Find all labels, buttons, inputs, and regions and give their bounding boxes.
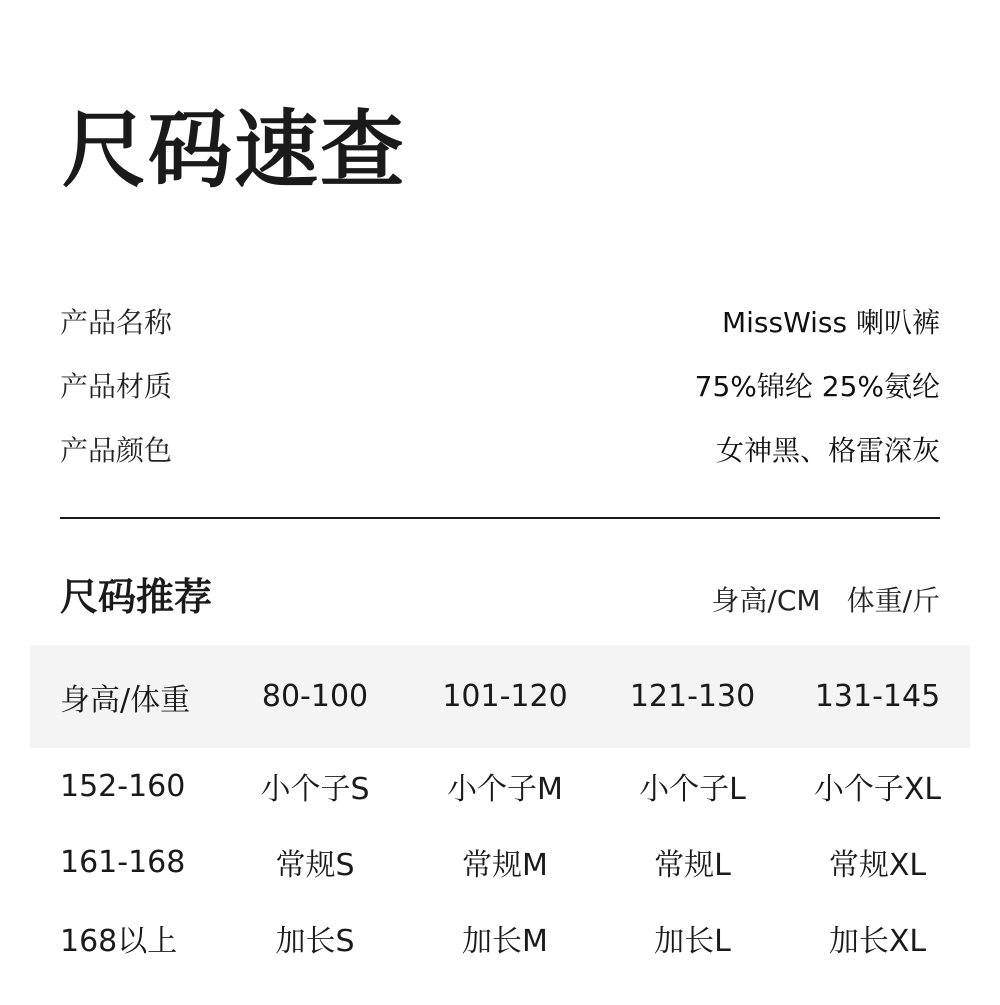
size-cell: 小个子L: [639, 772, 746, 807]
size-table: [30, 645, 970, 976]
header-cell: 131-145: [814, 679, 941, 714]
page-title: 尺码速查: [62, 101, 407, 199]
unit-weight: 体重/斤: [846, 584, 940, 617]
info-value: 女神黑、格雷深灰: [715, 434, 940, 467]
unit-height: 身高/CM: [711, 584, 821, 617]
header-cell: 80-100: [261, 679, 369, 714]
header-cell: 101-120: [442, 679, 568, 714]
info-row-product-name: [60, 301, 940, 341]
section-title: 尺码推荐: [60, 575, 213, 619]
info-value: 75%锦纶 25%氨纶: [694, 370, 940, 403]
table-header-row: [30, 645, 970, 748]
unit-legend: [711, 579, 940, 619]
height-cell: 168以上: [60, 924, 178, 959]
height-cell: 152-160: [60, 768, 186, 804]
height-cell: 161-168: [60, 844, 186, 880]
size-cell: 常规L: [654, 848, 731, 883]
info-row-product-material: [60, 365, 940, 405]
size-cell: 小个子XL: [813, 772, 942, 807]
size-cell: 加长L: [654, 924, 731, 959]
header-cell: 121-130: [629, 679, 756, 714]
size-cell: 加长XL: [828, 924, 927, 959]
info-row-product-color: [60, 429, 940, 469]
table-row: [30, 824, 970, 900]
header-cell: 身高/体重: [60, 682, 191, 718]
divider: [60, 517, 940, 519]
size-cell: 加长M: [462, 924, 548, 959]
size-cell: 小个子S: [260, 772, 370, 807]
info-label: 产品材质: [60, 370, 173, 403]
size-cell: 加长S: [275, 924, 355, 959]
info-label: 产品颜色: [60, 434, 173, 467]
info-label: 产品名称: [60, 306, 173, 339]
table-row: [30, 748, 970, 824]
table-row: [30, 900, 970, 976]
size-cell: 常规S: [275, 848, 355, 883]
size-cell: 常规M: [462, 848, 548, 883]
size-cell: 常规XL: [828, 848, 927, 883]
info-value: MissWiss 喇叭裤: [721, 306, 940, 339]
size-cell: 小个子M: [447, 772, 563, 807]
size-section-header: [60, 566, 940, 621]
